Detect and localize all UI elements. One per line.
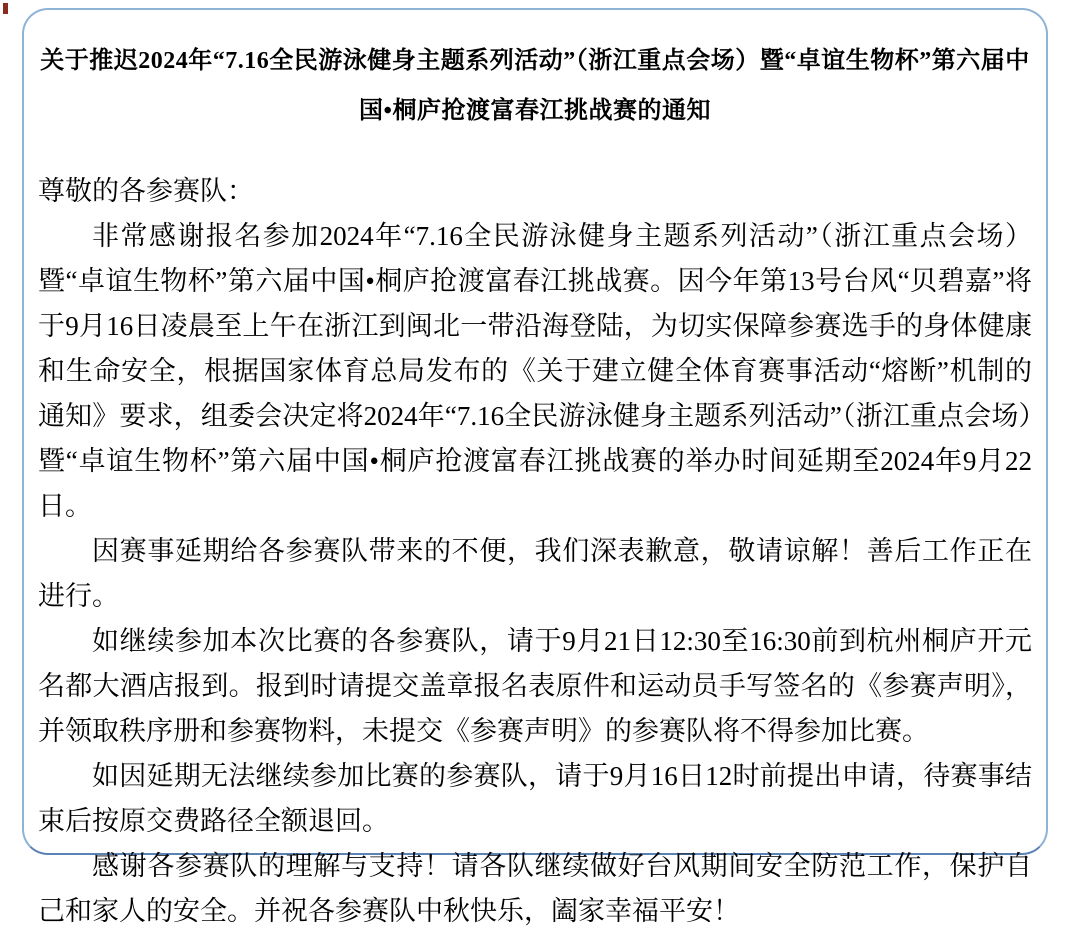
notice-body xyxy=(38,169,1032,934)
notice-title: 关于推迟2024年“7.16全民游泳健身主题系列活动”（浙江重点会场）暨“卓谊生物杯”第六届中国•桐庐抢渡富春江挑战赛的通知 xyxy=(40,48,1030,124)
paragraph-refund-policy: 如因延期无法继续参加比赛的参赛队，请于9月16日12时前提出申请，待赛事结束后按原交费路径全额退回。 xyxy=(38,761,1032,836)
paragraph-thanks-wishes: 感谢各参赛队的理解与支持！请各队继续做好台风期间安全防范工作，保护自己和家人的安全。并祝各参赛队中秋快乐，阖家幸福平安！ xyxy=(38,851,1032,926)
red-corner-mark xyxy=(3,3,8,14)
paragraph-apology: 因赛事延期给各参赛队带来的不便，我们深表歉意，敬请谅解！善后工作正在进行。 xyxy=(38,536,1032,611)
paragraph-postponement-reason: 非常感谢报名参加2024年“7.16全民游泳健身主题系列活动”（浙江重点会场）暨“卓谊生物杯”第六届中国•桐庐抢渡富春江挑战赛。因今年第13号台风“贝碧嘉”将于9月16日凌晨至上午在浙江到闽北一带沿海登陆，为切实保障参赛选手的身体健康和生命安全，根据国家体育总局发布的《关于建立健全体育赛事活动“熔断”机制的通知》要求，组委会决定将2024年“7.16全民游泳健身主题系列活动”（浙江重点会场）暨“卓谊生物杯”第六届中国•桐庐抢渡富春江挑战赛的举办时间延期至2024年9月22日。 xyxy=(38,221,1032,521)
salutation: 尊敬的各参赛队： xyxy=(38,176,254,206)
paragraph-checkin-instructions: 如继续参加本次比赛的各参赛队，请于9月21日12:30至16:30前到杭州桐庐开元名都大酒店报到。报到时请提交盖章报名表原件和运动员手写签名的《参赛声明》，并领取秩序册和参赛物料，未提交《参赛声明》的参赛队将不得参加比赛。 xyxy=(38,626,1032,746)
notice-document xyxy=(22,8,1048,926)
